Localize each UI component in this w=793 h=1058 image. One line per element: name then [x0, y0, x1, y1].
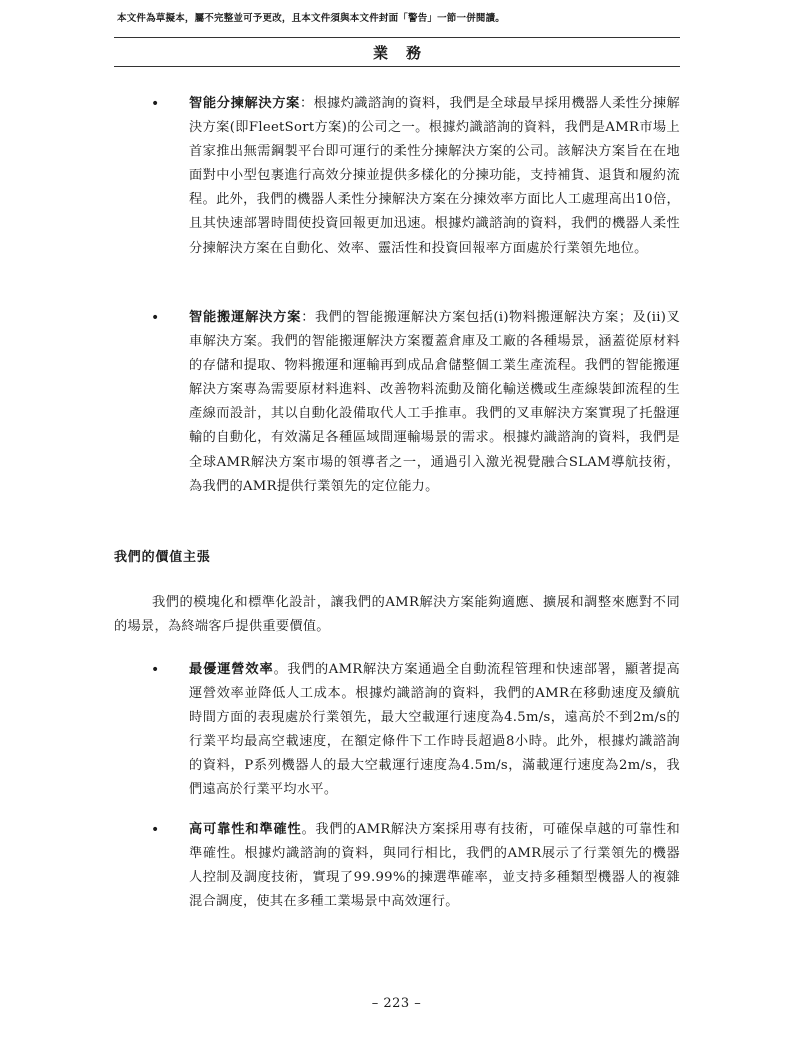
- bullet-paragraph: [189, 306, 680, 499]
- bullet-smart-sorting: [151, 92, 680, 261]
- bullet-operational-efficiency: [151, 658, 680, 803]
- value-proposition-intro: 我們的模塊化和標準化設計，讓我們的AMR解決方案能夠適應、擴展和調整來應對不同的場景，為終端客戶提供重要價值。: [114, 595, 680, 635]
- bullet-text: 我們的AMR解決方案通過全自動流程管理和快速部署，顯著提高運營效率並降低人工成本。根據灼識諮詢的資料，我們的AMR在移動速度及續航時間方面的表現處於行業領先，最大空載運行速度為4.5m/s，遠高於不到2m/s的行業平均最高空載速度，在額定條件下工作時長超過8小時。此外，根據灼識諮詢的資料，P系列機器人的最大空載運行速度為4.5m/s，滿載運行速度為2m/s，我們遠高於行業平均水平。: [189, 662, 680, 798]
- bullet-text: 根據灼識諮詢的資料，我們是全球最早採用機器人柔性分揀解決方案(即FleetSort方案)的公司之一。根據灼識諮詢的資料，我們是AMR市場上首家推出無需鋼製平台即可運行的柔性分揀解決方案的公司。該解決方案旨在在地面對中小型包裹進行高效分揀並提供多樣化的分揀功能，支持補貨、退貨和履約流程。此外，我們的機器人柔性分揀解決方案在分揀效率方面比人工處理高出10倍，且其快速部署時間使投資回報更加迅速。根據灼識諮詢的資料，我們的機器人柔性分揀解決方案在自動化、效率、靈活性和投資回報率方面處於行業領先地位。: [189, 96, 680, 256]
- bullet-paragraph: [189, 92, 680, 261]
- page-number: – 223 –: [371, 996, 422, 1011]
- bullet-paragraph: [189, 658, 680, 803]
- value-proposition-heading: 我們的價值主張: [114, 550, 211, 565]
- draft-disclaimer: 本文件為草擬本，屬不完整並可予更改，且本文件須與本文件封面「警告」一節一併閱讀。: [117, 13, 506, 24]
- bullet-icon: •: [151, 310, 160, 326]
- header-rule-bottom: [114, 66, 680, 67]
- bullet-lead: 智能分揀解決方案: [189, 96, 300, 111]
- header-rule-top: [114, 37, 680, 38]
- bullet-separator: ：: [300, 96, 314, 111]
- bullet-separator: 。: [301, 822, 316, 837]
- bullet-lead: 高可靠性和準確性: [189, 822, 302, 837]
- bullet-text: 我們的AMR解決方案採用專有技術，可確保卓越的可靠性和準確性。根據灼識諮詢的資料，與同行相比，我們的AMR展示了行業領先的機器人控制及調度技術，實現了99.99%的揀選準確率，並支持多種類型機器人的複雜混合調度，使其在多種工業場景中高效運行。: [189, 822, 680, 910]
- bullet-icon: •: [151, 96, 160, 112]
- bullet-reliability-accuracy: [151, 818, 680, 914]
- bullet-smart-handling: [151, 306, 680, 499]
- bullet-lead: 智能搬運解決方案: [189, 310, 302, 325]
- bullet-text: 我們的智能搬運解決方案包括(i)物料搬運解決方案；及(ii)叉車解決方案。我們的智能搬運解決方案覆蓋倉庫及工廠的各種場景，涵蓋從原材料的存儲和提取、物料搬運和運輸再到成品倉儲整個工業生產流程。我們的智能搬運解決方案專為需要原材料進料、改善物料流動及簡化輸送機或生產線裝卸流程的生產線而設計，其以自動化設備取代人工手推車。我們的叉車解決方案實現了托盤運輸的自動化，有效滿足各種區域間運輸場景的需求。根據灼識諮詢的資料，我們是全球AMR解決方案市場的領導者之一，通過引入激光視覺融合SLAM導航技術，為我們的AMR提供行業領先的定位能力。: [189, 310, 680, 494]
- bullet-lead: 最優運營效率: [189, 662, 274, 677]
- bullet-paragraph: [189, 818, 680, 914]
- bullet-separator: ：: [301, 310, 315, 325]
- page-section-title: 業務: [372, 44, 439, 62]
- bullet-icon: •: [151, 662, 160, 678]
- bullet-icon: •: [151, 822, 160, 838]
- bullet-separator: 。: [273, 662, 288, 677]
